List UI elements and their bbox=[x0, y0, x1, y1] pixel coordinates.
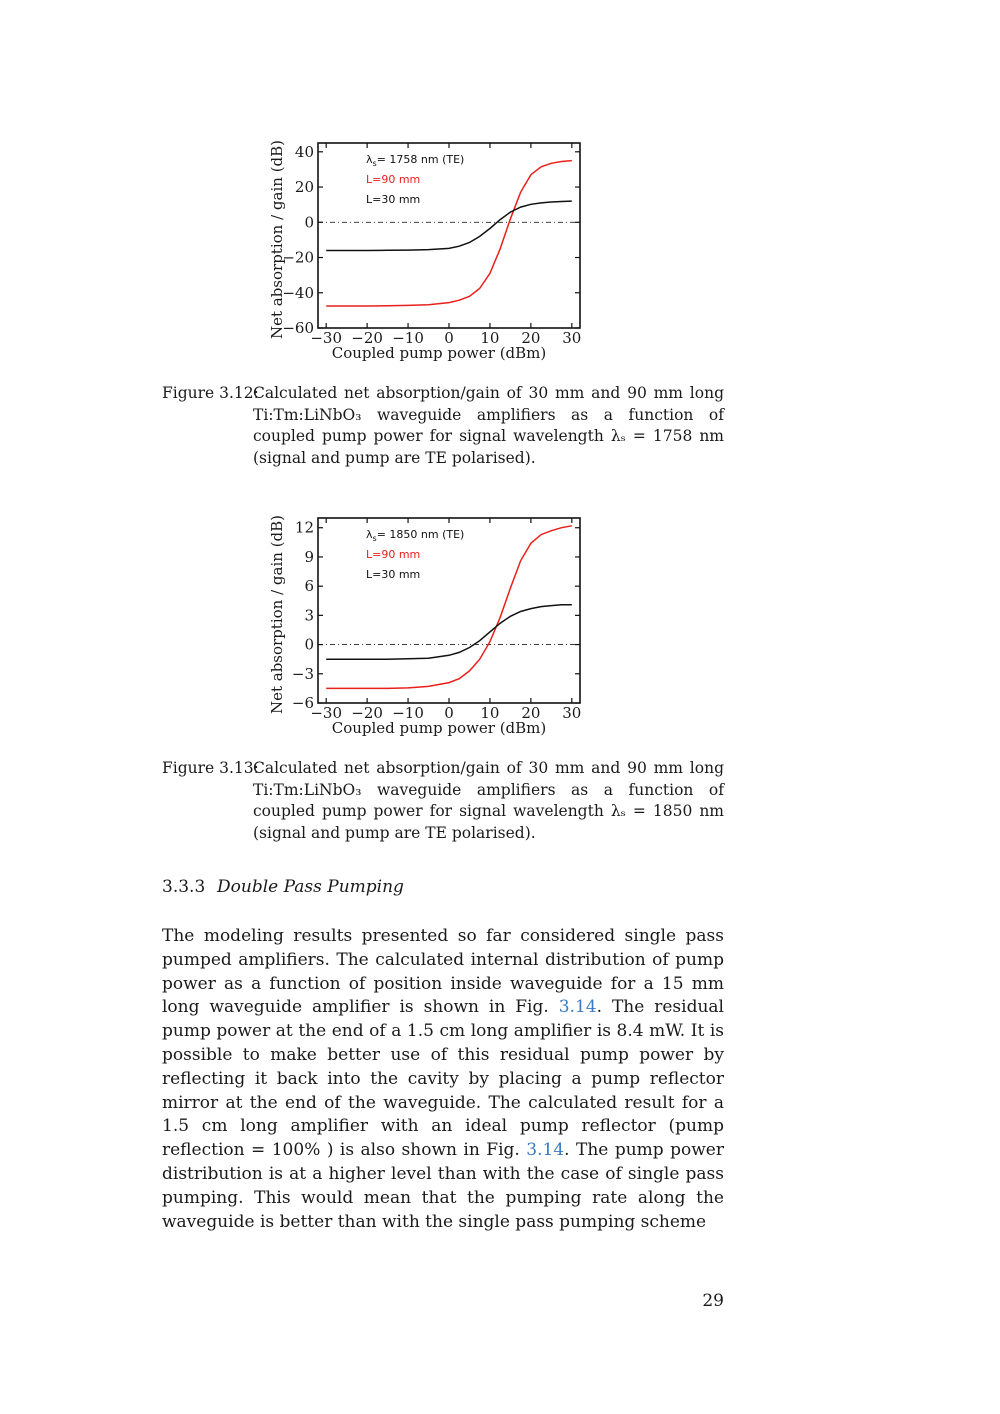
x-tick-label: 10 bbox=[480, 704, 500, 722]
y-tick-label: 0 bbox=[304, 213, 314, 232]
section-number: 3.3.3 bbox=[162, 877, 206, 897]
legend-l90: L=90 mm bbox=[366, 548, 421, 561]
x-tick-label: 20 bbox=[521, 329, 541, 347]
legend-l90: L=90 mm bbox=[366, 173, 421, 186]
caption-text: Calculated net absorption/gain of 30 mm and 90 mm long Ti:Tm:LiNbO₃ waveguide amplifiers as a function of coupled pump power for signal wavelength λₛ = 1850 nm (signal and pump are TE polarised). bbox=[253, 759, 724, 842]
x-tick-label: −20 bbox=[351, 329, 383, 347]
x-tick-label: 20 bbox=[521, 704, 541, 722]
x-axis-label: Coupled pump power (dBm) bbox=[331, 719, 547, 737]
x-tick-label: 30 bbox=[562, 704, 582, 722]
series-line-l-90-mm bbox=[326, 161, 572, 306]
legend-l30: L=30 mm bbox=[366, 568, 421, 581]
figure-3-13-caption bbox=[162, 758, 724, 844]
y-tick-label: −20 bbox=[282, 248, 314, 267]
x-axis-label: Coupled pump power (dBm) bbox=[331, 344, 547, 362]
series-line-l-30-mm bbox=[326, 201, 572, 250]
x-tick-label: −10 bbox=[392, 704, 424, 722]
x-tick-label: 0 bbox=[444, 329, 454, 347]
series-line-l-30-mm bbox=[326, 605, 572, 660]
body-text-1: The modeling results presented so far considered single pass pumped amplifiers. The calculated internal distribution of pump power as a function of position inside waveguide for a 15 mm long waveguide amplifier is shown in Fig. bbox=[162, 926, 724, 1018]
x-tick-label: −10 bbox=[392, 329, 424, 347]
y-axis-label: Net absorption / gain (dB) bbox=[268, 514, 286, 715]
y-tick-label: 6 bbox=[304, 577, 314, 596]
section-heading bbox=[162, 877, 404, 897]
legend-wavelength: $\lambda_s= 1850$ nm (TE) bbox=[366, 528, 465, 543]
body-text-2: . The residual pump power at the end of a 1.5 cm long amplifier is 8.4 mW. It is possible to make better use of this residual pump power by reflecting it back into the cavity by placing a pump reflector mirror at the end of the waveguide. The calculated result for a 1.5 cm long amplifier with an ideal pump reflector (pump reflection = 100% ) is also shown in Fig. bbox=[162, 997, 724, 1161]
y-axis-label: Net absorption / gain (dB) bbox=[268, 139, 286, 340]
y-tick-label: 3 bbox=[304, 606, 314, 625]
x-tick-label: 30 bbox=[562, 329, 582, 347]
figure-reference-link[interactable]: 3.14 bbox=[558, 997, 597, 1018]
plot-frame bbox=[318, 518, 580, 703]
figure-reference-link[interactable]: 3.14 bbox=[526, 1140, 565, 1161]
body-paragraph bbox=[162, 925, 724, 1234]
caption-text: Calculated net absorption/gain of 30 mm and 90 mm long Ti:Tm:LiNbO₃ waveguide amplifiers as a function of coupled pump power for signal wavelength λₛ = 1758 nm (signal and pump are TE polarised). bbox=[253, 384, 724, 467]
page-number: 29 bbox=[702, 1291, 724, 1311]
body-text-3: . The pump power distribution is at a higher level than with the case of single pass pumping. This would mean that the pumping rate along the waveguide is better than with the single pass pumping scheme bbox=[162, 1140, 724, 1232]
y-tick-label: −40 bbox=[282, 283, 314, 302]
y-tick-label: −3 bbox=[291, 664, 314, 683]
y-tick-label: 12 bbox=[294, 518, 314, 537]
x-tick-label: −30 bbox=[310, 329, 343, 347]
caption-label: Figure 3.13: bbox=[162, 759, 259, 777]
figure-3-12-chart bbox=[260, 135, 600, 370]
x-tick-label: 0 bbox=[444, 704, 454, 722]
x-tick-label: 10 bbox=[480, 329, 500, 347]
figure-3-13-chart bbox=[260, 510, 600, 745]
y-tick-label: 0 bbox=[304, 635, 314, 654]
y-tick-label: 40 bbox=[294, 142, 314, 161]
legend-l30: L=30 mm bbox=[366, 193, 421, 206]
y-tick-label: 9 bbox=[304, 547, 314, 566]
caption-label: Figure 3.12: bbox=[162, 384, 259, 402]
y-tick-label: −6 bbox=[291, 694, 314, 712]
y-tick-label: −60 bbox=[282, 319, 314, 337]
plot-frame bbox=[318, 143, 580, 328]
x-tick-label: −20 bbox=[351, 704, 383, 722]
x-tick-label: −30 bbox=[310, 704, 343, 722]
y-tick-label: 20 bbox=[294, 178, 314, 197]
legend-wavelength: $\lambda_s= 1758$ nm (TE) bbox=[366, 153, 465, 168]
section-title: Double Pass Pumping bbox=[217, 877, 404, 897]
figure-3-12-caption bbox=[162, 383, 724, 469]
